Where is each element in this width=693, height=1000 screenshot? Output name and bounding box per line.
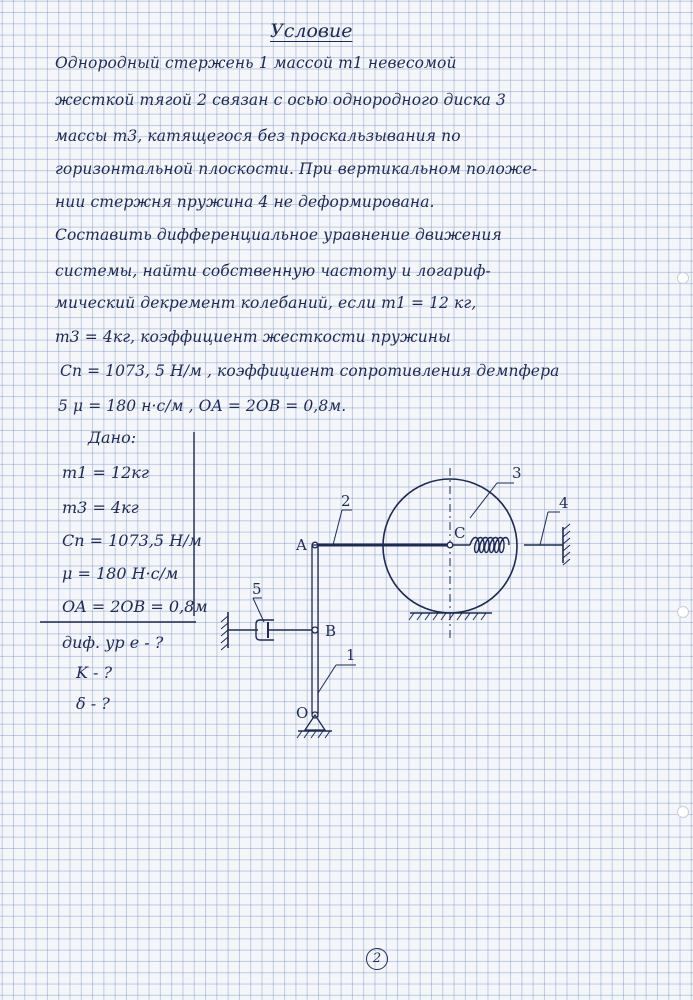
condition-line: мический декремент колебаний, если m1 = 12 кг, xyxy=(55,294,477,312)
joint-B xyxy=(312,627,318,633)
joint-C xyxy=(447,542,453,548)
left-wall-hatch xyxy=(221,616,228,650)
given-item: OA = 2OB = 0,8м xyxy=(62,597,208,616)
pivot-hatch xyxy=(297,731,330,738)
label-3: 3 xyxy=(512,464,522,482)
label-A: A xyxy=(296,536,307,554)
label-1: 1 xyxy=(346,646,356,664)
label-4: 4 xyxy=(559,494,569,512)
label-O: O xyxy=(296,704,309,722)
given-item: m3 = 4кг xyxy=(62,498,139,517)
leader-4 xyxy=(540,512,548,545)
condition-line: нии стержня пружина 4 не деформирована. xyxy=(55,193,435,211)
condition-line: Cп = 1073, 5 Н/м , коэффициент сопротивления демпфера xyxy=(60,362,560,380)
right-wall-hatch xyxy=(563,524,570,565)
ground-hatch xyxy=(409,613,486,620)
label-B: B xyxy=(325,622,337,640)
leader-1 xyxy=(318,665,336,693)
given-header: Дано: xyxy=(88,428,137,447)
condition-line: m3 = 4кг, коэффициент жесткости пружины xyxy=(55,328,451,346)
condition-line: Составить дифференциальное уравнение движения xyxy=(55,226,502,244)
condition-line: системы, найти собственную частоту и логариф- xyxy=(55,262,491,280)
spring-4 xyxy=(470,538,509,553)
page-number: 2 xyxy=(366,948,388,970)
given-item: Cп = 1073,5 Н/м xyxy=(62,531,202,550)
condition-line: горизонтальной плоскости. При вертикальном положе- xyxy=(55,160,538,178)
given-item: μ = 180 Н·с/м xyxy=(62,564,179,583)
condition-line: Однородный стержень 1 массой m1 невесомой xyxy=(55,54,457,72)
find-item: диф. ур е - ? xyxy=(62,633,164,652)
label-2: 2 xyxy=(341,492,351,510)
find-item: δ - ? xyxy=(76,694,110,713)
condition-line: 5 μ = 180 н·с/м , OA = 2OB = 0,8м. xyxy=(58,397,347,415)
leader-5 xyxy=(253,598,264,622)
label-5: 5 xyxy=(252,580,262,598)
given-item: m1 = 12кг xyxy=(62,463,149,482)
find-item: K - ? xyxy=(76,663,113,682)
page-title: Условие xyxy=(270,20,353,42)
condition-line: массы m3, катящегося без проскальзывания по xyxy=(55,127,461,145)
condition-line: жесткой тягой 2 связан с осью однородного диска 3 xyxy=(55,91,507,109)
leader-2 xyxy=(333,510,342,545)
label-C: C xyxy=(454,524,466,542)
